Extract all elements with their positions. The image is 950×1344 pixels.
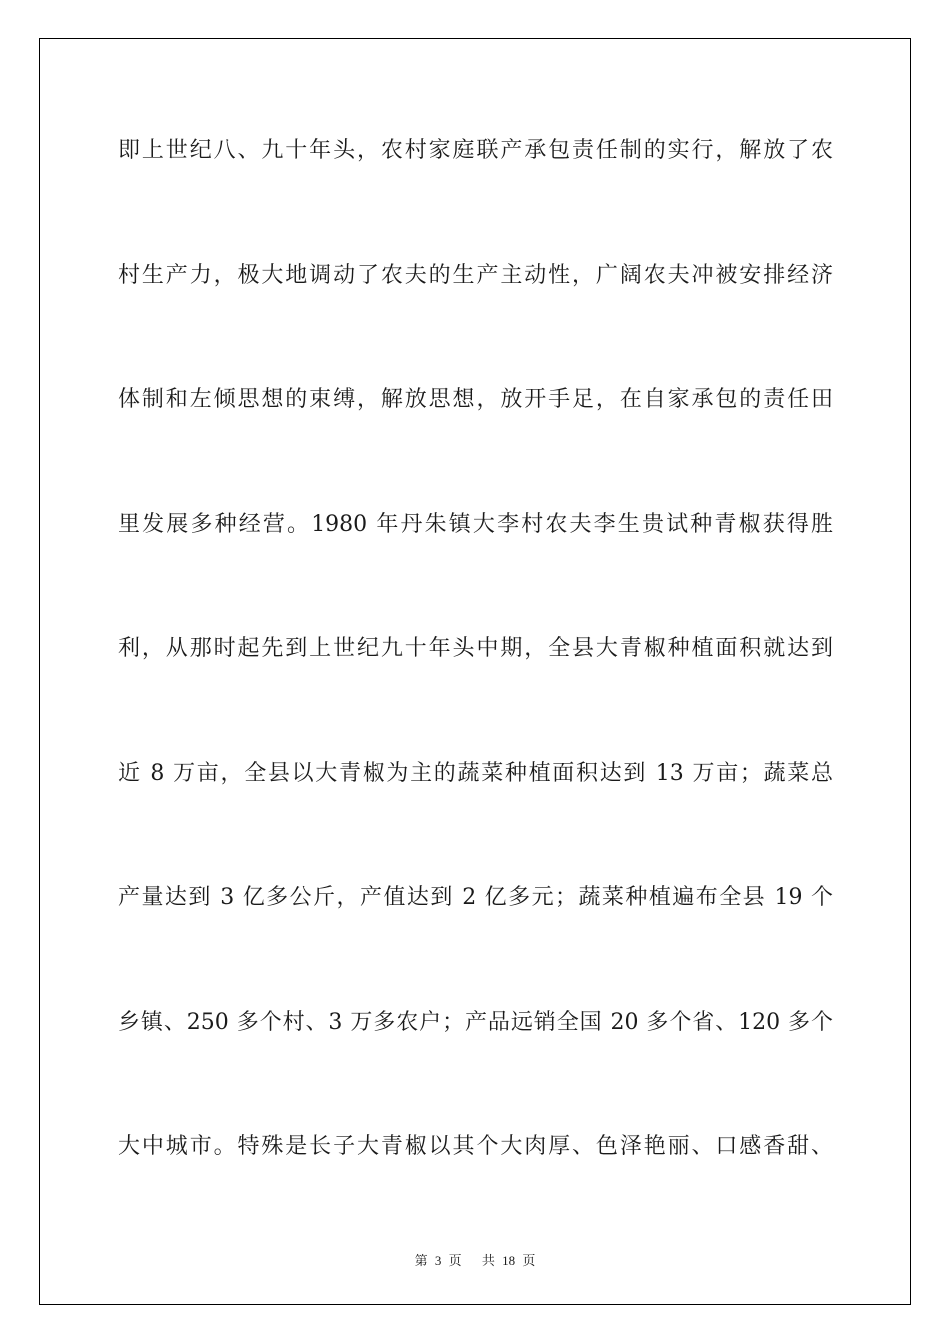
text-line-9: 大中城市。特殊是长子大青椒以其个大肉厚、色泽艳丽、口感香甜、	[118, 1134, 833, 1159]
text-line-2: 村生产力，极大地调动了农夫的生产主动性，广阔农夫冲被安排经济	[118, 262, 833, 288]
document-body	[118, 133, 833, 1254]
text-line-1: 即上世纪八、九十年头，农村家庭联产承包责任制的实行，解放了农	[118, 138, 833, 163]
text-line-6: 近 8 万亩，全县以大青椒为主的蔬菜种植面积达到 13 万亩；蔬菜总	[118, 760, 833, 786]
text-line-8: 乡镇、250 多个村、3 万多农户；产品远销全国 20 多个省、120 多个	[118, 1009, 833, 1035]
text-line-5: 利，从那时起先到上世纪九十年头中期，全县大青椒种植面积就达到	[118, 636, 833, 661]
text-line-4: 里发展多种经营。1980 年丹朱镇大李村农夫李生贵试种青椒获得胜	[118, 511, 833, 537]
text-line-7: 产量达到 3 亿多公斤，产值达到 2 亿多元；蔬菜种植遍布全县 19 个	[118, 885, 833, 910]
text-line-3: 体制和左倾思想的束缚，解放思想，放开手足，在自家承包的责任田	[118, 387, 833, 412]
page-number-footer: 第 3 页 共 18 页	[414, 1253, 536, 1268]
